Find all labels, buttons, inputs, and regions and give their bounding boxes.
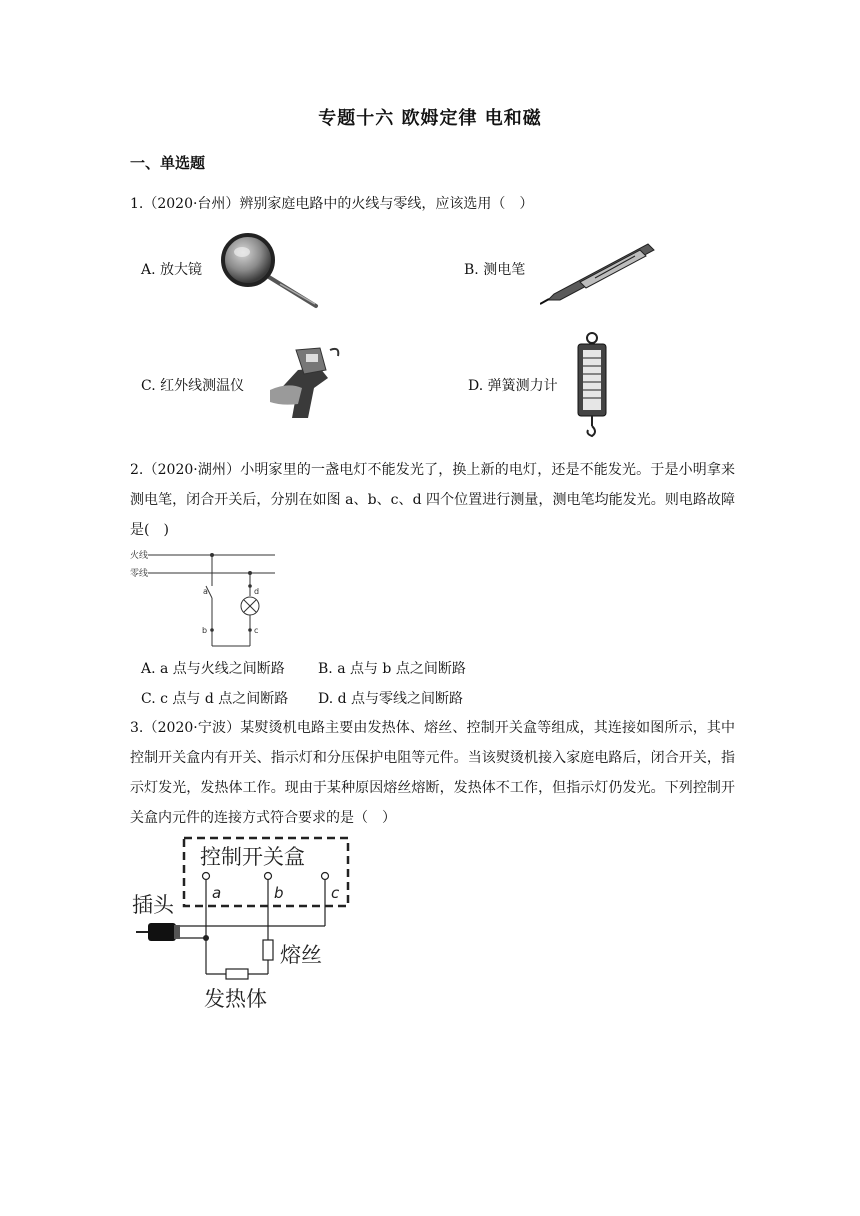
q2-neutral-wire-label: 零线 [130,569,149,579]
spring-scale-image [572,332,612,438]
q2-option-b: B. a 点与 b 点之间断路 [318,661,466,677]
q3-heater-label: 发热体 [204,987,267,1011]
q3-point-a: a [212,884,222,902]
question-2-stem: 2.（2020·湖州）小明家里的一盏电灯不能发光了，换上新的电灯，还是不能发光。于是小明拿来测电笔，闭合开关后，分别在如图 a、b、c、d 四个位置进行测量，测电笔均能发光。则电路故障是( ) [130,462,735,538]
q2-point-a: a [203,587,208,596]
q2-circuit-diagram [130,542,280,652]
q3-fuse-label: 熔丝 [280,943,322,967]
q3-control-box-label: 控制开关盒 [200,845,305,869]
test-pen-image [540,236,660,306]
q3-point-c: c [331,884,340,902]
q1-option-a: A. 放大镜 [141,262,203,278]
infrared-thermometer-image [268,342,348,420]
magnifier-image [218,232,322,312]
q2-point-d: d [254,587,260,596]
q1-option-d: D. 弹簧测力计 [468,378,558,394]
q2-point-c: c [254,626,259,635]
section-heading: 一、单选题 [130,154,206,172]
q2-option-a: A. a 点与火线之间断路 [141,661,285,677]
q2-live-wire-label: 火线 [130,551,149,561]
question-3-stem: 3.（2020·宁波）某熨烫机电路主要由发热体、熔丝、控制开关盒等组成，其连接如图所示，其中控制开关盒内有开关、指示灯和分压保护电阻等元件。当该熨烫机接入家庭电路后，闭合开关，指示灯发光，发热体工作。现由于某种原因熔丝熔断，发热体不工作，但指示灯仍发光。下列控制开关盒内元件的连接方式符合要求的是（ ） [130,720,735,826]
question-1-stem: 1.（2020·台州）辨别家庭电路中的火线与零线，应该选用（ ） [130,196,534,212]
q3-point-b: b [274,884,284,902]
q3-circuit-diagram [128,832,358,1014]
q1-option-b: B. 测电笔 [464,262,526,278]
page-title: 专题十六 欧姆定律 电和磁 [318,108,542,129]
q3-plug-label: 插头 [132,893,174,917]
q2-option-c: C. c 点与 d 点之间断路 [141,691,289,707]
q2-option-d: D. d 点与零线之间断路 [318,691,464,707]
q1-option-c: C. 红外线测温仪 [141,378,245,394]
q2-point-b: b [202,626,208,635]
